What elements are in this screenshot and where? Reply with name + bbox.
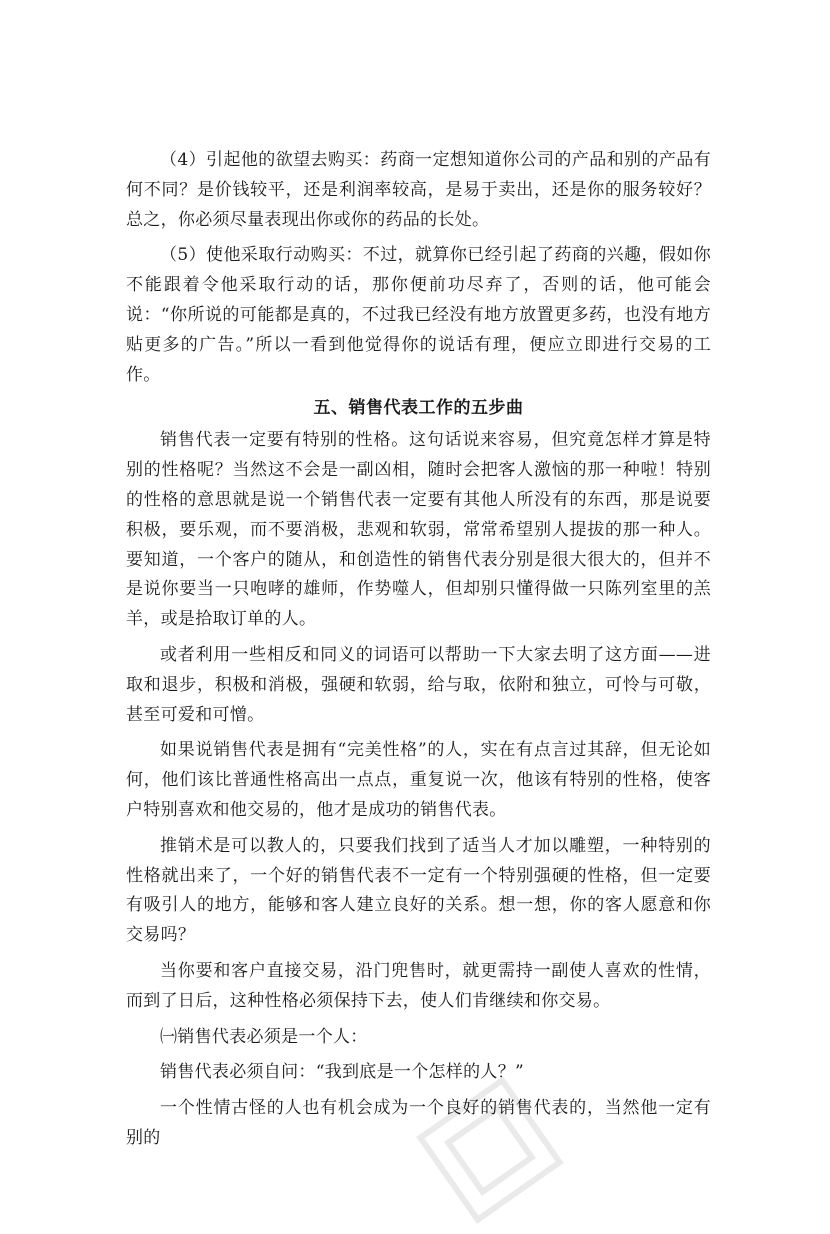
paragraph-eccentric: 一个性情古怪的人也有机会成为一个良好的销售代表的，当然他一定有别的	[126, 1098, 711, 1148]
paragraph-door-to-door: 当你要和客户直接交易，沿门兜售时，就更需持一副使人喜欢的性情，而到了日后，这种性格必须保持下去，使人们肯继续和你交易。	[126, 960, 711, 1011]
paragraph-antonyms: 或者利用一些相反和同义的词语可以帮助一下大家去明了这方面——进取和退步，积极和消极，强硬和软弱，给与取，依附和独立，可怜与可敬，甚至可爱和可憎。	[126, 644, 711, 725]
section-heading: 五、销售代表工作的五步曲	[313, 398, 524, 419]
paragraph-perfect-character: 如果说销售代表是拥有“完美性格”的人，实在有点言过其辞，但无论如何，他们该比普通性格高出一点点，重复说一次，他该有特别的性格，使客户特别喜欢和他交易的，他才是成功的销售代表。	[126, 740, 711, 820]
paragraph-personality: 销售代表一定要有特别的性格。这句话说来容易，但究竟怎样才算是特别的性格呢？当然这不会是一副凶相，随时会把客人激恼的那一种啦！特别的性格的意思就是说一个销售代表一定要有其他人所没有的东西，那是说要积极，要乐观，而不要消极，悲观和软弱，常常希望别人提拔的那一种人。要知道，一个客户的随从，和创造性的销售代表分别是很大很大的，但并不是说你要当一只咆哮的雄师，作势噬人，但却别只懂得做一只陈列室里的羔羊，或是拾取订单的人。	[126, 430, 711, 630]
paragraph-step-5: （5）使他采取行动购买：不过，就算你已经引起了药商的兴趣，假如你不能跟着令他采取行动的话，那你便前功尽弃了，否则的话，他可能会说：“你所说的可能都是真的，不过我已经没有地方放置更多药，也没有地方贴更多的广告。”所以一看到他觉得你的说话有理，便应立即进行交易的工作。	[126, 245, 711, 385]
document-body	[126, 146, 711, 1154]
paragraph-self-question: 销售代表必须自问：“我到底是一个怎样的人？”	[160, 1062, 524, 1083]
subheading-must-be-person: ㈠销售代表必须是一个人：	[160, 1026, 368, 1047]
paragraph-step-4: （4）引起他的欲望去购买：药商一定想知道你公司的产品和别的产品有何不同？是价钱较平，还是利润率较高，是易于卖出，还是你的服务较好？总之，你必须尽量表现出你或你的药品的长处。	[126, 150, 711, 230]
paragraph-salesmanship: 推销术是可以教人的，只要我们找到了适当人才加以雕塑，一种特别的性格就出来了，一个好的销售代表不一定有一个特别强硬的性格，但一定要有吸引人的地方，能够和客人建立良好的关系。想一想，你的客人愿意和你交易吗？	[126, 835, 711, 946]
